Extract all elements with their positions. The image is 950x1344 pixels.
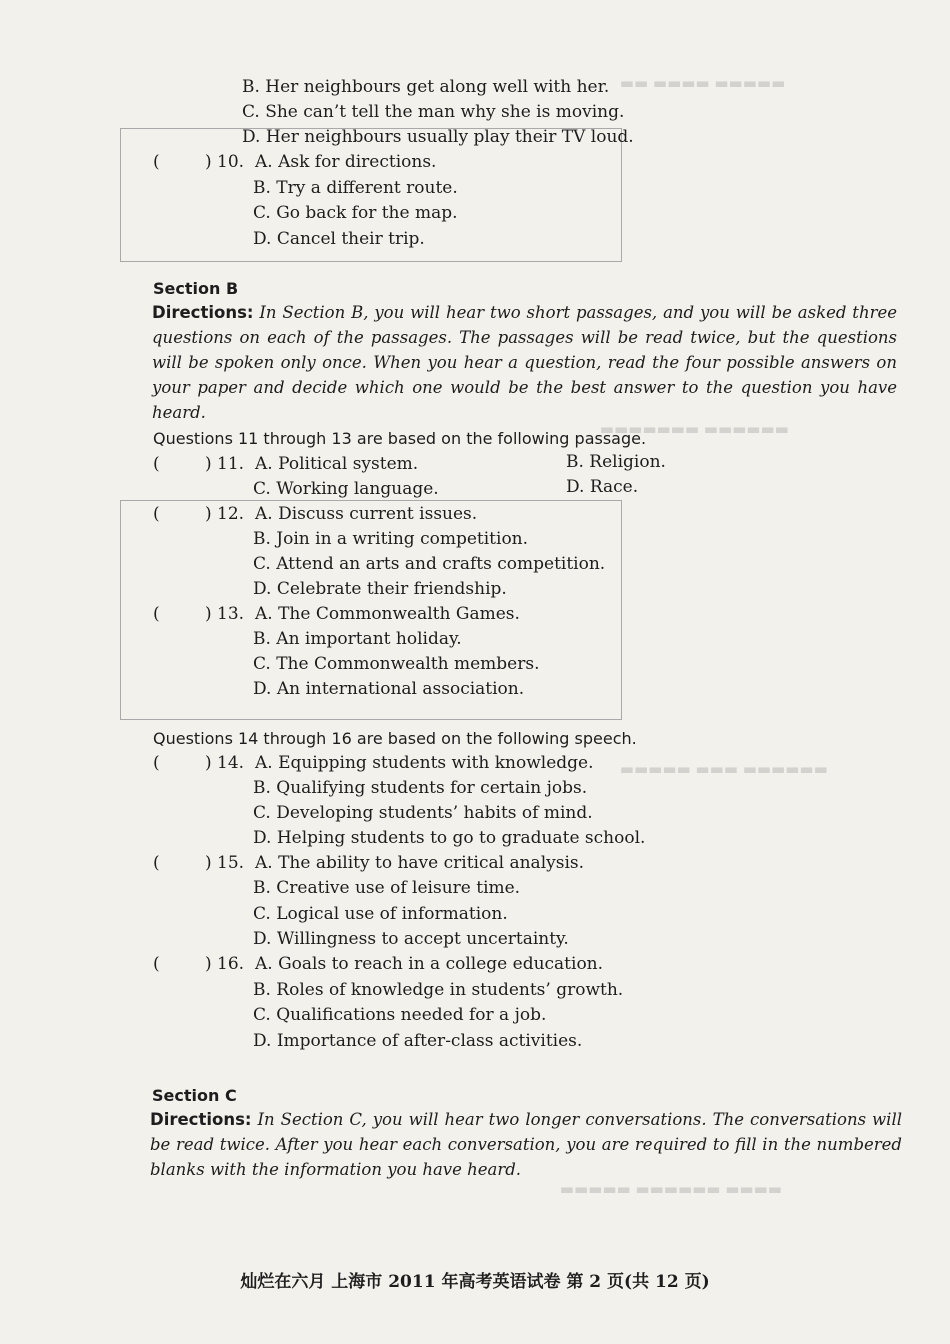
bleed-through-decoration: ▬▬▬▬▬▬ ▬▬▬▬▬▬▬ — [600, 420, 790, 438]
q16-option-b: B. Roles of knowledge in students’ growth. — [253, 980, 624, 1000]
directions-text: In Section B, you will hear two short passages, and you will be asked three questions on each of the passages. The passages will be read twice, but the questions will be spoken only once. When you hear a question, read the four possible answers on your paper and decide which one would be the best answer to the question you have heard. — [152, 303, 897, 422]
section-c-title: Section C — [152, 1086, 237, 1105]
passage1-intro: Questions 11 through 13 are based on the following passage. — [153, 429, 647, 448]
q13-option-a: A. The Commonwealth Games. — [255, 604, 520, 624]
q16-option-d: D. Importance of after-class activities. — [253, 1031, 583, 1051]
bleed-through-decoration: ▬▬▬▬▬▬ ▬▬▬ ▬▬▬▬▬ — [620, 760, 828, 778]
q9-option-d: D. Her neighbours usually play their TV loud. — [242, 127, 634, 147]
q14-option-a: A. Equipping students with knowledge. — [255, 753, 594, 773]
q10-option-d: D. Cancel their trip. — [253, 229, 425, 249]
q9-option-c: C. She can’t tell the man why she is moving. — [242, 102, 625, 122]
q10-option-a: A. Ask for directions. — [255, 152, 437, 172]
q11-option-b: B. Religion. — [566, 452, 666, 472]
section-c-directions — [150, 1107, 902, 1182]
q11-option-c: C. Working language. — [253, 479, 439, 499]
q15-number: ( ) 15. — [153, 853, 245, 873]
q16-number: ( ) 16. — [153, 954, 245, 974]
q13-option-d: D. An international association. — [253, 679, 525, 699]
q13-number: ( ) 13. — [153, 604, 245, 624]
q12-option-b: B. Join in a writing competition. — [253, 529, 529, 549]
q14-option-d: D. Helping students to go to graduate school. — [253, 828, 646, 848]
passage2-intro: Questions 14 through 16 are based on the following speech. — [153, 729, 637, 748]
q10-option-c: C. Go back for the map. — [253, 203, 458, 223]
q11-number: ( ) 11. — [153, 454, 245, 474]
q12-option-a: A. Discuss current issues. — [255, 504, 478, 524]
q15-option-d: D. Willingness to accept uncertainty. — [253, 929, 569, 949]
bleed-through-decoration: ▬▬▬▬▬ ▬▬▬▬ ▬▬ — [620, 74, 786, 92]
q11-option-a: A. Political system. — [255, 454, 419, 474]
directions-label: Directions: — [150, 1110, 252, 1129]
q14-option-b: B. Qualifying students for certain jobs. — [253, 778, 588, 798]
q15-option-b: B. Creative use of leisure time. — [253, 878, 521, 898]
q12-option-c: C. Attend an arts and crafts competition. — [253, 554, 606, 574]
q10-option-b: B. Try a different route. — [253, 178, 458, 198]
q13-option-c: C. The Commonwealth members. — [253, 654, 540, 674]
q16-option-a: A. Goals to reach in a college education. — [255, 954, 604, 974]
answer-paren: ( — [153, 152, 160, 172]
q12-option-d: D. Celebrate their friendship. — [253, 579, 507, 599]
q16-option-c: C. Qualifications needed for a job. — [253, 1005, 547, 1025]
q10-number: ( ) 10. — [153, 152, 245, 172]
q15-option-a: A. The ability to have critical analysis. — [255, 853, 585, 873]
directions-text: In Section C, you will hear two longer conversations. The conversations will be read twice. After you hear each conversation, you are required to fill in the numbered blanks with the information you have heard. — [150, 1110, 902, 1179]
q9-option-b: B. Her neighbours get along well with her. — [242, 77, 610, 97]
q14-option-c: C. Developing students’ habits of mind. — [253, 803, 593, 823]
q13-option-b: B. An important holiday. — [253, 629, 462, 649]
directions-label: Directions: — [152, 303, 254, 322]
q12-number: ( ) 12. — [153, 504, 245, 524]
q11-option-d: D. Race. — [566, 477, 639, 497]
section-b-title: Section B — [153, 279, 239, 298]
page-footer: 灿烂在六月 上海市 2011 年高考英语试卷 第 2 页(共 12 页) — [240, 1272, 710, 1292]
q15-option-c: C. Logical use of information. — [253, 904, 508, 924]
q14-number: ( ) 14. — [153, 753, 245, 773]
bleed-through-decoration: ▬▬▬▬ ▬▬▬▬▬▬ ▬▬▬▬▬ — [560, 1180, 783, 1198]
section-b-directions — [152, 300, 897, 425]
